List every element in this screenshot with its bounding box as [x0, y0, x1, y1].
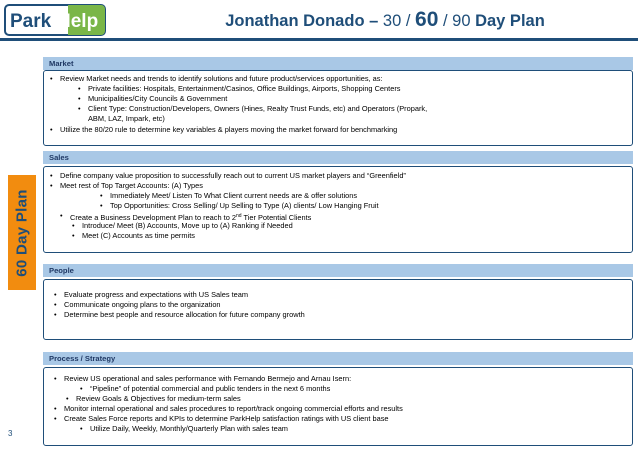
- list-item: • Evaluate progress and expectations with US Sales team: [54, 290, 249, 299]
- section-header-process-strategy: Process / Strategy: [43, 352, 633, 365]
- list-item: • Review US operational and sales performance with Fernando Bermejo and Arnau Isern:: [54, 374, 352, 383]
- page-title: [150, 8, 620, 32]
- list-item: • Meet (C) Accounts as time permits: [72, 231, 195, 240]
- section-header-sales: Sales: [43, 151, 633, 164]
- list-item: • Top Opportunities: Cross Selling/ Up Selling to Type (A) clients/ Low Hanging Fruit: [100, 201, 379, 210]
- list-item: • Create Sales Force reports and KPIs to determine ParkHelp satisfaction ratings with US client base: [54, 414, 389, 423]
- title-day-60: 60: [415, 8, 439, 31]
- list-item: • Utilize Daily, Weekly, Monthly/Quarterly Plan with sales team: [80, 424, 288, 433]
- list-item: • Immediately Meet/ Listen To What Client current needs are & offer solutions: [100, 191, 358, 200]
- list-item: • Determine best people and resource allocation for future company growth: [54, 310, 305, 319]
- list-item: • Review Goals & Objectives for medium-term sales: [66, 394, 241, 403]
- title-name: Jonathan Donado: [225, 12, 365, 30]
- title-divider: [0, 38, 638, 41]
- section-box-people: [43, 279, 633, 340]
- list-item: • Client Type: Construction/Developers, Owners (Hines, Realty Trust Funds, etc) and Operators (Propark,: [78, 104, 428, 113]
- list-item: • Meet rest of Top Target Accounts: (A) Types: [50, 181, 203, 190]
- svg-text:Help: Help: [57, 11, 99, 32]
- title-dash: –: [364, 12, 383, 30]
- section-box-process-strategy: [43, 367, 633, 446]
- svg-text:Park: Park: [10, 11, 52, 32]
- list-item: • Review Market needs and trends to identify solutions and future product/services opportunities, as:: [50, 74, 383, 83]
- title-day-30: 30: [382, 12, 402, 30]
- section-box-market: [43, 70, 633, 146]
- title-separator: /: [401, 12, 416, 30]
- list-item: • Define company value proposition to successfully reach out to current US market players and “Greenfield”: [50, 171, 406, 180]
- list-item: • Introduce/ Meet (B) Accounts, Move up to (A) Ranking if Needed: [72, 221, 293, 230]
- section-header-people: People: [43, 264, 633, 277]
- list-item: • “Pipeline” of potential commercial and public tenders in the next 6 months: [80, 384, 331, 393]
- list-item: • Create a Business Development Plan to reach to 2nd Tier Potential Clients: [60, 211, 312, 222]
- side-plan-tag-label: 60 Day Plan: [13, 188, 31, 277]
- parkhelp-logo: [4, 3, 106, 37]
- list-item: • Utilize the 80/20 rule to determine key variables & players moving the market forward for benchmarking: [50, 125, 398, 134]
- title-day-90: 90: [452, 12, 471, 30]
- title-tail: Day Plan: [470, 12, 545, 30]
- list-item: • Private facilities: Hospitals, Entertainment/Casinos, Office Buildings, Airports, Shopping Centers: [78, 84, 401, 93]
- page-number: 3: [8, 429, 13, 438]
- section-box-sales: [43, 166, 633, 253]
- title-separator: /: [438, 12, 453, 30]
- list-item: • Monitor internal operational and sales procedures to report/track ongoing commercial efforts and results: [54, 404, 403, 413]
- list-item: • Communicate ongoing plans to the organization: [54, 300, 221, 309]
- side-plan-tag: [8, 175, 36, 290]
- list-item: ABM, LAZ, Impark, etc): [88, 114, 165, 123]
- list-item: • Municipalities/City Councils & Government: [78, 94, 228, 103]
- section-header-market: Market: [43, 57, 633, 70]
